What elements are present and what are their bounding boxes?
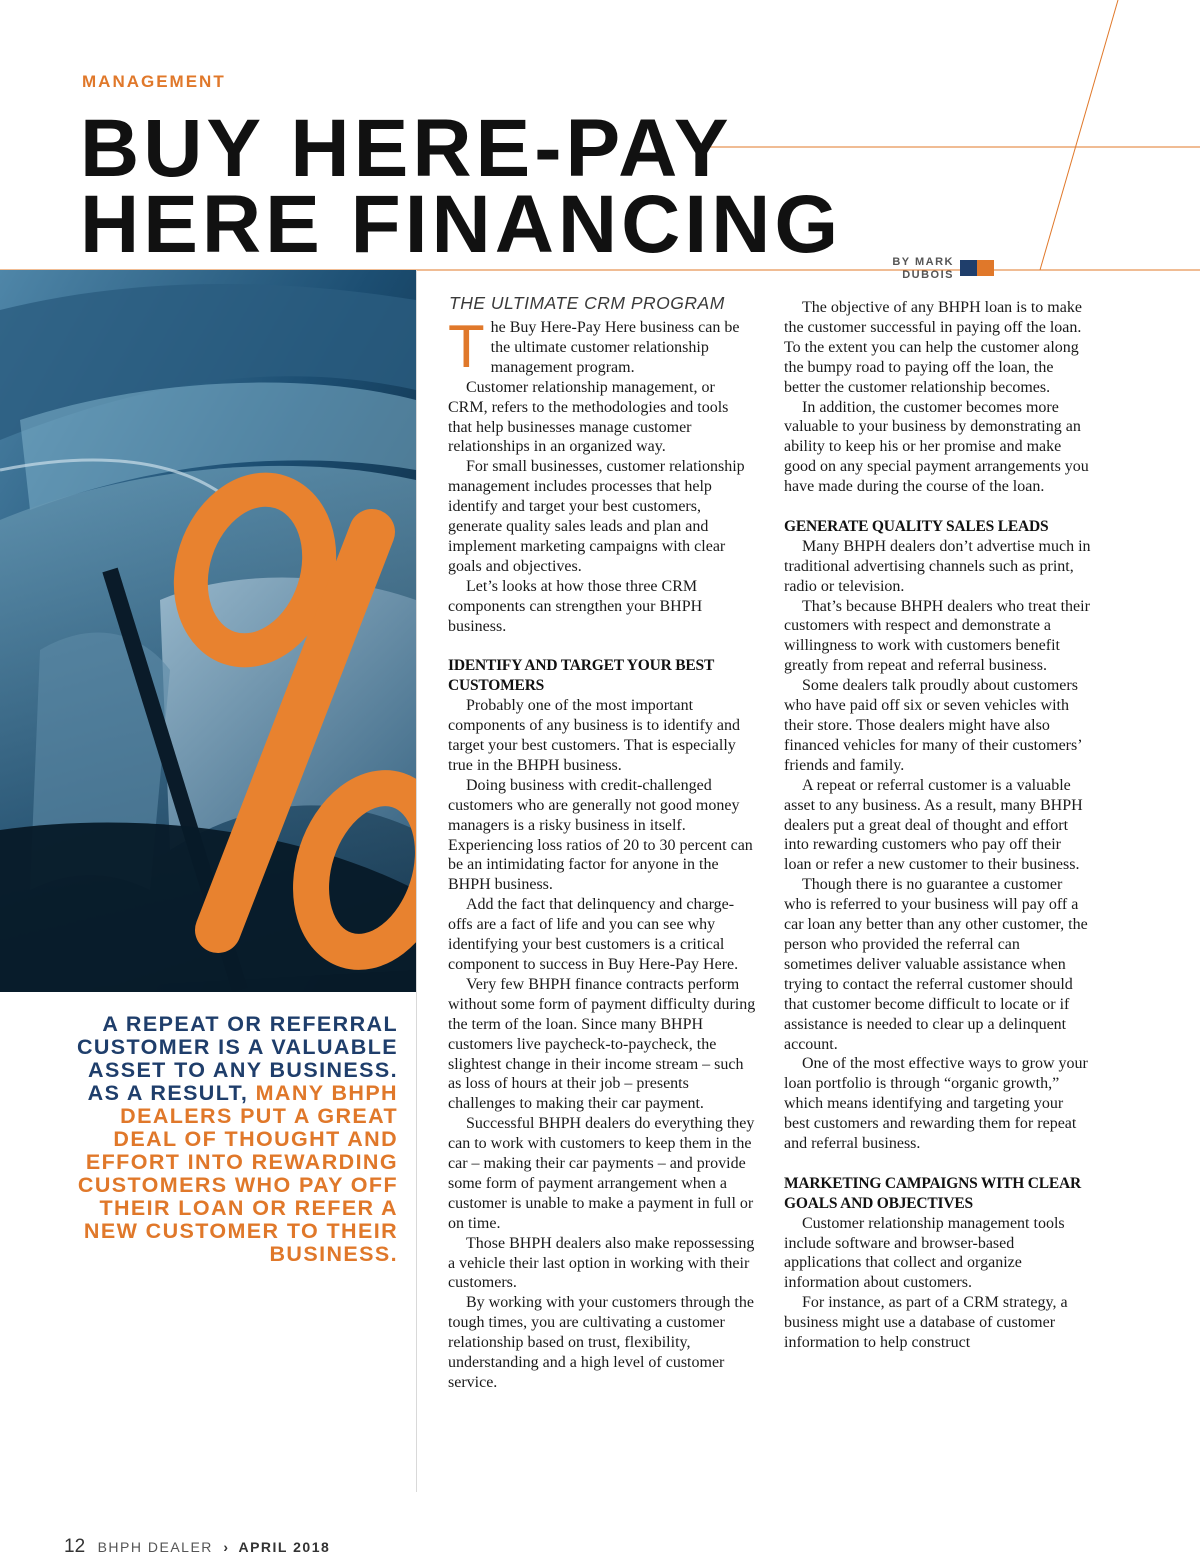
- chevron-right-icon: ›: [223, 1539, 229, 1555]
- intro-text: he Buy Here-Pay Here business can be the ultimate customer relationship management program.: [490, 319, 740, 376]
- paragraph: That’s because BHPH dealers who treat their customers with respect and demonstrate a willingness to work with customers benefit greatly from repeat and referral business.: [784, 597, 1090, 675]
- section-kicker: THE ULTIMATE CRM PROGRAM: [449, 293, 725, 313]
- paragraph: Very few BHPH finance contracts perform without some form of payment difficulty during the term of the loan. Since many BHPH customers live paycheck-to-paycheck, the slightest change in their income stream – such as loss of hours at their job – presents challenges to making their car payment.: [448, 975, 756, 1113]
- subheading: IDENTIFY AND TARGET YOUR BEST CUSTOMERS: [448, 657, 714, 695]
- paragraph: Probably one of the most important components of any business is to identify and target your best customers. That is especially true in the BHPH business.: [448, 697, 740, 774]
- intro-paragraph: [448, 313, 756, 380]
- pull-quote-navy: A REPEAT OR REFERRAL CUSTOMER IS A VALUABLE ASSET TO ANY BUSINESS. AS A RESULT,: [76, 1012, 398, 1105]
- paragraph: Those BHPH dealers also make repossessing a vehicle their last option in working with their customers.: [448, 1234, 755, 1292]
- article-column-1: [448, 313, 756, 1393]
- page-title-line-1: BUY HERE-PAY: [80, 103, 733, 194]
- section-label: MANAGEMENT: [82, 72, 226, 91]
- subheading: GENERATE QUALITY SALES LEADS: [784, 517, 1049, 535]
- paragraph: Many BHPH dealers don’t advertise much in traditional advertising channels such as print, radio or television.: [784, 537, 1091, 595]
- subheading: MARKETING CAMPAIGNS WITH CLEAR GOALS AND OBJECTIVES: [784, 1174, 1081, 1212]
- byline: [880, 256, 954, 282]
- byline-line-1: BY MARK: [892, 256, 954, 268]
- paragraph: Though there is no guarantee a customer who is referred to your business will pay off a car loan any better than any other customer, the person who provided the referral can sometimes deliver valuable assistance when trying to contact the referral customer should that customer become difficult to locate or if assistance is needed to clear up a delinquent account.: [784, 876, 1088, 1053]
- column-divider: [416, 270, 417, 1492]
- paragraph: The objective of any BHPH loan is to make the customer successful in paying off the loan. To the extent you can help the customer along the bumpy road to paying off the loan, the better the customer relationship becomes.: [784, 299, 1082, 396]
- paragraph: For small businesses, customer relationship management includes processes that help identify and target your best customers, generate quality sales leads and plan and implement marketing campaigns with clear goals and objectives.: [448, 458, 745, 575]
- feature-photo: [0, 270, 416, 992]
- publication-name: BHPH DEALER: [97, 1539, 213, 1555]
- paragraph: Customer relationship management tools include software and browser-based applications that collect and organize information about customers.: [784, 1214, 1065, 1292]
- paragraph: For instance, as part of a CRM strategy, a business might use a database of customer information to help construct: [784, 1294, 1068, 1352]
- pull-quote: [60, 1013, 398, 1266]
- paragraph: By working with your customers through the tough times, you are cultivating a customer relationship based on trust, flexibility, understanding and a high level of customer service.: [448, 1294, 754, 1392]
- paragraph: One of the most effective ways to grow your loan portfolio is through “organic growth,” which means identifying and targeting your best customers and rewarding them for repeat and referral business.: [784, 1055, 1088, 1153]
- paragraph: In addition, the customer becomes more valuable to your business by demonstrating an ability to keep his or her promise and make good on any special payment arrangements you have made during the course of the loan.: [784, 398, 1089, 496]
- byline-color-mark: [960, 260, 994, 276]
- paragraph: Customer relationship management, or CRM, refers to the methodologies and tools that help businesses manage customer relationships in an organized way.: [448, 378, 729, 456]
- page-number: 12: [64, 1536, 86, 1557]
- issue-date: APRIL 2018: [238, 1539, 331, 1555]
- paragraph: Add the fact that delinquency and charge-offs are a fact of life and you can see why identifying your best customers is a critical component to success in Buy Here-Pay Here.: [448, 896, 739, 973]
- diagonal-line: [1040, 0, 1118, 270]
- paragraph: Some dealers talk proudly about customers who have paid off six or seven vehicles with their store. Those dealers might have also financed vehicles for many of their customers’ friends and family.: [784, 677, 1082, 774]
- page-title-line-2: HERE FINANCING: [80, 179, 843, 270]
- paragraph: Successful BHPH dealers do everything they can to work with customers to keep them in the car – making their car payments – and provide some form of payment arrangement when a customer is unable to make a payment in full or on time.: [448, 1115, 755, 1232]
- paragraph: Let’s looks at how those three CRM components can strengthen your BHPH business.: [448, 577, 703, 635]
- paragraph: Doing business with credit-challenged customers who are generally not good money managers is a risky business in itself. Experiencing loss ratios of 20 to 30 percent can be an intimidating factor for anyone in the BHPH business.: [448, 776, 753, 894]
- page-footer: [64, 1536, 330, 1558]
- paragraph: A repeat or referral customer is a valuable asset to any business. As a result, many BHPH dealers put a great deal of thought and effort into rewarding customers who pay off their loan or refer a new customer to their business.: [784, 776, 1083, 874]
- pull-quote-orange: MANY BHPH DEALERS PUT A GREAT DEAL OF THOUGHT AND EFFORT INTO REWARDING CUSTOMERS WHO PAY OFF THEIR LOAN OR REFER A NEW CUSTOMER TO THEIR BUSINESS.: [77, 1081, 398, 1266]
- byline-line-2: DUBOIS: [902, 269, 954, 281]
- drop-cap: T: [448, 313, 485, 380]
- percent-sign-car-window-photo: [0, 270, 416, 992]
- article-column-2: [784, 298, 1092, 1353]
